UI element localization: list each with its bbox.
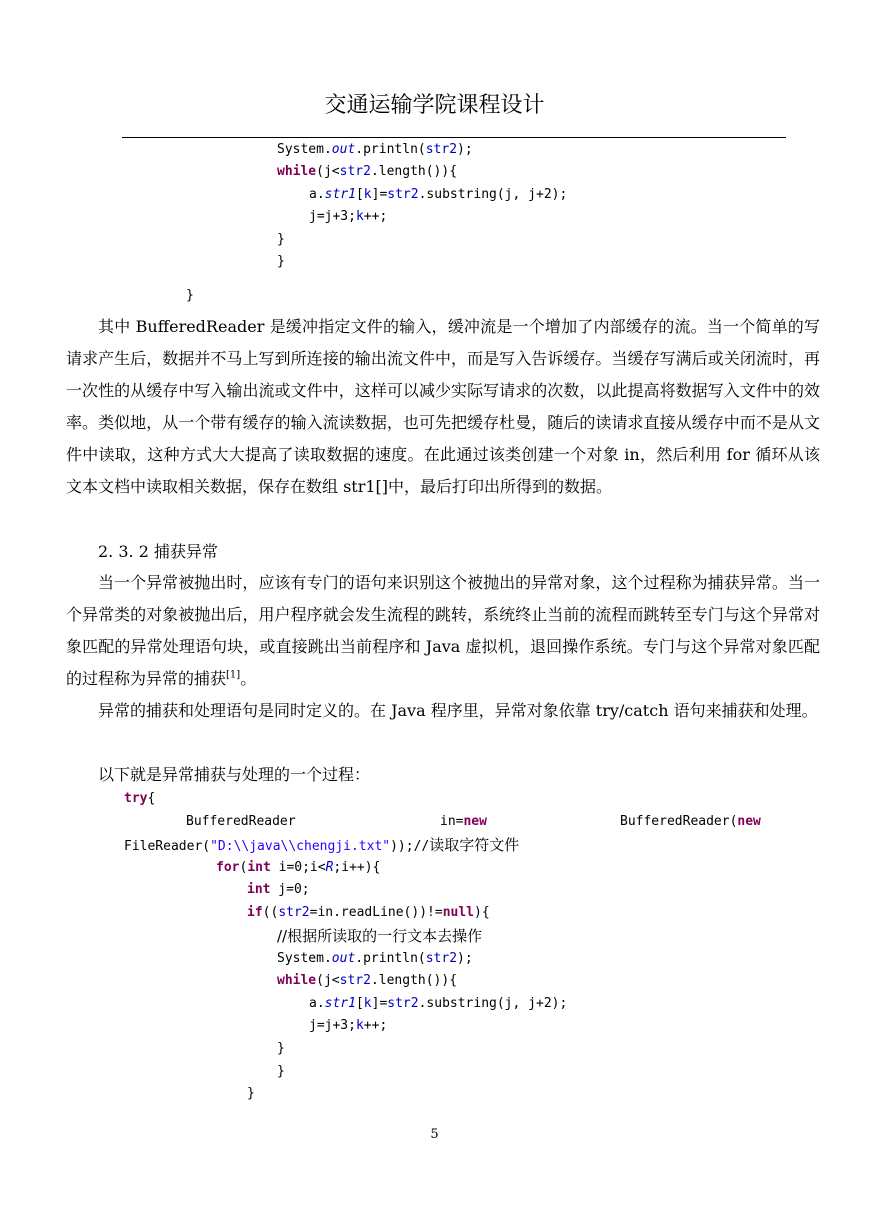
code-keyword: if [247,905,263,920]
body-paragraph [66,567,820,695]
citation-ref: [1] [226,669,241,681]
code-line [277,139,473,161]
code-token: ++; [363,209,388,224]
code-token: System. [277,142,332,157]
code-keyword: new [737,814,761,829]
code-line [216,857,380,879]
code-token: BufferedReader( [620,814,738,829]
code-token: =in.readLine())!= [309,905,443,920]
code-token: ]= [371,996,388,1011]
code-line [277,948,473,970]
code-token: k [355,1018,364,1033]
code-token: (j< [316,164,340,179]
code-token: ;i++){ [333,860,381,875]
code-token: System. [277,951,332,966]
code-token: [ [355,187,364,202]
code-token: a. [309,187,325,202]
code-token: ( [239,860,248,875]
code-token: .length()){ [370,164,458,179]
code-token: str2 [425,951,458,966]
code-token: str1 [324,996,356,1011]
code-token: (j< [316,973,340,988]
code-line [309,1015,387,1037]
code-token: k [355,209,364,224]
code-token: .substring(j, j+2); [418,187,568,202]
code-line [277,925,482,949]
code-line [247,902,490,924]
code-token: j=0; [270,882,310,897]
code-token: ++; [363,1018,388,1033]
code-keyword: for [216,860,240,875]
code-string: "D:\\java\\chengji.txt" [210,839,391,854]
code-line [440,811,487,833]
code-token: str2 [387,187,419,202]
code-token: k [363,187,372,202]
code-line [277,161,457,183]
code-token: str2 [339,973,371,988]
code-token: str2 [339,164,371,179]
paragraph-text: 。 [240,669,257,688]
code-token: ]= [371,187,388,202]
code-comment: //根据所读取的一行文本去操作 [277,927,483,945]
code-token: str2 [387,996,419,1011]
code-keyword: while [277,973,317,988]
code-line [277,970,457,992]
code-line: } [247,1086,255,1101]
code-token: { [147,791,156,806]
code-keyword: while [277,164,317,179]
code-line: } [277,232,285,247]
code-token: str2 [278,905,310,920]
code-line [309,206,387,228]
code-keyword: null [442,905,474,920]
code-keyword: int [247,882,271,897]
code-token: i=0;i< [270,860,326,875]
code-token: ); [457,951,473,966]
code-token: [ [355,996,364,1011]
code-line: } [277,254,285,269]
body-paragraph: 异常的捕获和处理语句是同时定义的。在 Java 程序里，异常对象依靠 try/catch 语句来捕获和处理。 [98,701,818,720]
code-token: str2 [425,142,458,157]
page-number: 5 [430,1127,439,1142]
header-rule [122,137,786,138]
code-line: } [277,1064,285,1079]
paragraph-text: 当一个异常被抛出时，应该有专门的语句来识别这个被抛出的异常对象，这个过程称为捕获异常。当一个异常类的对象被抛出后，用户程序就会发生流程的跳转，系统终止当前的流程而跳转至专门与这个异常对象匹配的异常处理语句块，或直接跳出当前程序和 Java 虚拟机，退回操作系统。专门与这个异常对象匹配的过程称为异常的捕获 [66,573,820,688]
code-token: ){ [474,905,490,920]
code-token: str1 [324,187,356,202]
body-paragraph: 以下就是异常捕获与处理的一个过程： [98,765,371,784]
page-header-title: 交通运输学院课程设计 [324,93,545,118]
code-line: BufferedReader [186,814,296,829]
code-line [309,993,567,1015]
code-line [247,879,310,901]
code-token: j=j+3; [309,1018,356,1033]
code-keyword: int [247,860,271,875]
code-token: k [363,996,372,1011]
code-line [124,788,155,810]
code-token: .println( [355,951,426,966]
code-keyword: new [463,814,487,829]
code-comment: 读取字符文件 [429,836,520,854]
code-line: } [186,288,194,303]
section-heading: 2. 3. 2 捕获异常 [98,542,218,561]
code-line [309,184,567,206]
code-token: j=j+3; [309,209,356,224]
body-paragraph: 其中 BufferedReader 是缓冲指定文件的输入，缓冲流是一个增加了内部缓存的流。当一个简单的写请求产生后，数据并不马上写到所连接的输出流文件中，而是写入告诉缓存。当缓存写满后或关闭流时，再一次性的从缓存中写入输出流或文件中，这样可以减少实际写请求的次数，以此提高将数据写入文件中的效率。类似地，从一个带有缓存的输入流读数据，也可先把缓存杜曼，随后的读请求直接从缓存中而不是从文件中读取，这种方式大大提高了读取数据的速度。在此通过该类创建一个对象 in，然后利用 for 循环从该文本文档中读取相关数据，保存在数组 str1[]中，最后打印出所得到的数据。 [66,317,820,496]
code-token: (( [262,905,279,920]
code-line [620,811,761,833]
code-line: } [277,1041,285,1056]
code-token: FileReader( [124,839,211,854]
code-line [124,834,519,858]
code-token: .length()){ [370,973,458,988]
code-token: a. [309,996,325,1011]
code-token: in= [440,814,464,829]
code-keyword: try [124,791,148,806]
code-token: ); [457,142,473,157]
code-token: ));// [390,839,430,854]
code-token: out [331,951,356,966]
code-token: out [331,142,356,157]
code-token: .substring(j, j+2); [418,996,568,1011]
code-token: .println( [355,142,426,157]
code-token: R [325,860,334,875]
